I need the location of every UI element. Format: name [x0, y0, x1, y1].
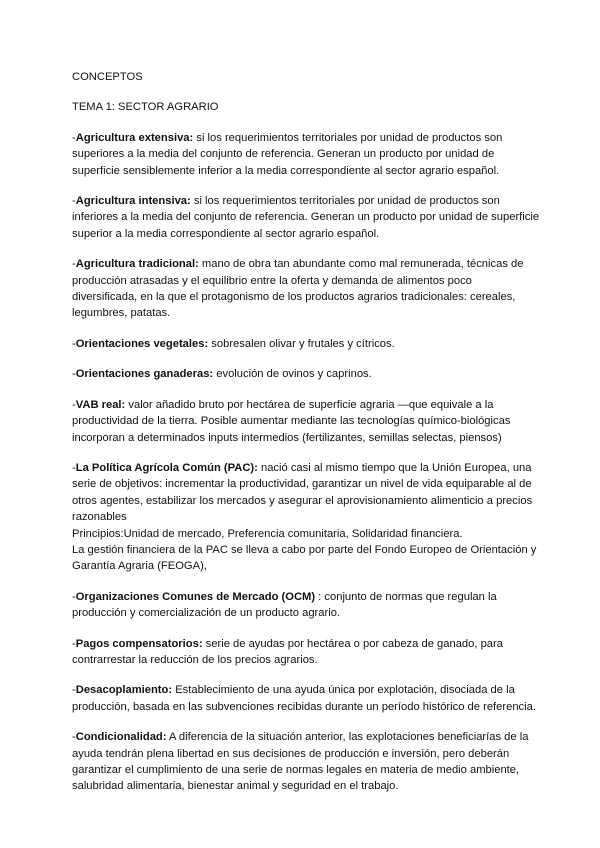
- pac-gestion-financiera: La gestión financiera de la PAC se lleva a cabo por parte del Fondo Europeo de Orientación y Garantía Agraria (FEOGA),: [72, 543, 537, 573]
- definition-pagos-compensatorios: -Pagos compensatorios: serie de ayudas por hectárea o por cabeza de ganado, para contrarrestar la reducción de los precios agrarios.: [72, 637, 503, 666]
- section-title: TEMA 1: SECTOR AGRARIO: [72, 101, 219, 114]
- definition-text: si los requerimientos territoriales por unidad de productos son inferiores a la media del conjunto de referencia. Generan un producto por unidad de superficie superior a la media correspondiente al sector agrario español.: [72, 195, 540, 240]
- definition-text: serie de ayudas por hectárea o por cabeza de ganado, para contrarrestar la reducción de los precios agrarios.: [72, 637, 503, 666]
- term: Condicionalidad:: [75, 731, 167, 744]
- definition-ocm: -Organizaciones Comunes de Mercado (OCM) : conjunto de normas que regulan la producción y comercialización de un producto agrario.: [72, 590, 497, 620]
- definition-vab-real: -VAB real: valor añadido bruto por hectárea de superficie agraria —que equivale a la productividad de la tierra. Posible aumentar mediante las tecnologías químico-biológicas incorporan a determinados inputs intermedios (fertilizantes, semillas selectas, piensos): [72, 398, 511, 444]
- term: Desacoplamiento:: [75, 684, 173, 697]
- definition-agricultura-tradicional: -Agricultura tradicional: mano de obra tan abundante como mal remunerada, técnicas de producción atrasadas y el equilibrio entre la oferta y demanda de alimentos poco diversificada, en la que el protagonismo de los productos agrarios tradicionales: cereales, legumbres, patatas.: [72, 258, 524, 320]
- definition-text: : conjunto de normas que regulan la producción y comercialización de un producto agrario.: [72, 590, 497, 620]
- term: Orientaciones ganaderas:: [75, 368, 214, 381]
- definition-text: evolución de ovinos y caprinos.: [213, 368, 372, 381]
- definition-orientaciones-ganaderas: -Orientaciones ganaderas: evolución de ovinos y caprinos.: [72, 368, 372, 381]
- term: Organizaciones Comunes de Mercado (OCM): [75, 590, 316, 603]
- term: Orientaciones vegetales:: [75, 337, 209, 350]
- definition-pac: -La Política Agrícola Común (PAC): nació casi al mismo tiempo que la Unión Europea, una serie de objetivos: incrementar la productividad, garantizar un nivel de vida equiparable al de otros agentes, estabilizar los mercados y asegurar el aprovisionamiento alimenticio a precios razonables Principios:Unidad de mercado, Preferencia comunitaria, Solidaridad financiera. La gestión financiera de la PAC se lleva a cabo por parte del Fondo Europeo de Orientación y Garantía Agraria (FEOGA),: [72, 460, 540, 575]
- term: Agricultura tradicional:: [75, 258, 199, 271]
- definition-text: Establecimiento de una ayuda única por explotación, disociada de la producción, basada en las subvenciones recibidas durante un período histórico de referencia.: [72, 684, 536, 713]
- document-title: CONCEPTOS: [72, 71, 143, 83]
- definition-text: nació casi al mismo tiempo que la Unión Europea, una serie de objetivos: incrementar la productividad, garantizar un nivel de vida equiparable al de otros agentes, estabilizar los mercados y asegurar el aprovisionamiento alimenticio a precios razonables: [72, 461, 533, 524]
- definition-text: mano de obra tan abundante como mal remunerada, técnicas de producción atrasadas y el equilibrio entre la oferta y demanda de alimentos poco diversificada, en la que el protagonismo de los productos agrarios tradicionales: cereales, legumbres, patatas.: [72, 258, 524, 320]
- pac-principios: Principios:Unidad de mercado, Preferencia comunitaria, Solidaridad financiera.: [72, 527, 463, 540]
- definition-text: si los requerimientos territoriales por unidad de productos son superiores a la media del conjunto de referencia. Generan un producto por unidad de superficie sensiblemente inferior a la media correspondiente al sector agrario español.: [72, 131, 503, 177]
- term: Agricultura intensiva:: [75, 195, 191, 208]
- definition-text: sobresalen olivar y frutales y cítricos.: [208, 337, 395, 350]
- definition-condicionalidad: -Condicionalidad: A diferencia de la situación anterior, las explotaciones beneficiarías de la ayuda tendrán plena libertad en sus decisiones de producción e inversión, pero deberán garantizar el cumplimiento de una serie de normas legales en materia de medio ambiente, salubridad alimentaria, bienestar animal y seguridad en el trabajo.: [72, 731, 529, 793]
- definition-agricultura-intensiva: -Agricultura intensiva: si los requerimientos territoriales por unidad de productos son inferiores a la media del conjunto de referencia. Generan un producto por unidad de superficie superior a la media correspondiente al sector agrario español.: [72, 195, 540, 240]
- definition-text: A diferencia de la situación anterior, las explotaciones beneficiarías de la ayuda tendrán plena libertad en sus decisiones de producción e inversión, pero deberán garantizar el cumplimiento de una serie de normas legales en materia de medio ambiente, salubridad alimentaria, bienestar animal y seguridad en el trabajo.: [72, 731, 529, 793]
- term: VAB real:: [75, 398, 126, 411]
- term: Pagos compensatorios:: [75, 637, 203, 650]
- definition-text: valor añadido bruto por hectárea de superficie agraria —que equivale a la productividad de la tierra. Posible aumentar mediante las tecnologías químico-biológicas incorporan a determinados inputs intermedios (fertilizantes, semillas selectas, piensos): [72, 398, 511, 444]
- definition-orientaciones-vegetales: -Orientaciones vegetales: sobresalen olivar y frutales y cítricos.: [72, 337, 395, 350]
- definition-desacoplamiento: -Desacoplamiento: Establecimiento de una ayuda única por explotación, disociada de la producción, basada en las subvenciones recibidas durante un período histórico de referencia.: [72, 684, 536, 713]
- term: Agricultura extensiva:: [75, 131, 194, 144]
- definition-agricultura-extensiva: -Agricultura extensiva: si los requerimientos territoriales por unidad de productos son superiores a la media del conjunto de referencia. Generan un producto por unidad de superficie sensiblemente inferior a la media correspondiente al sector agrario español.: [72, 131, 503, 177]
- term: La Política Agrícola Común (PAC):: [75, 461, 258, 474]
